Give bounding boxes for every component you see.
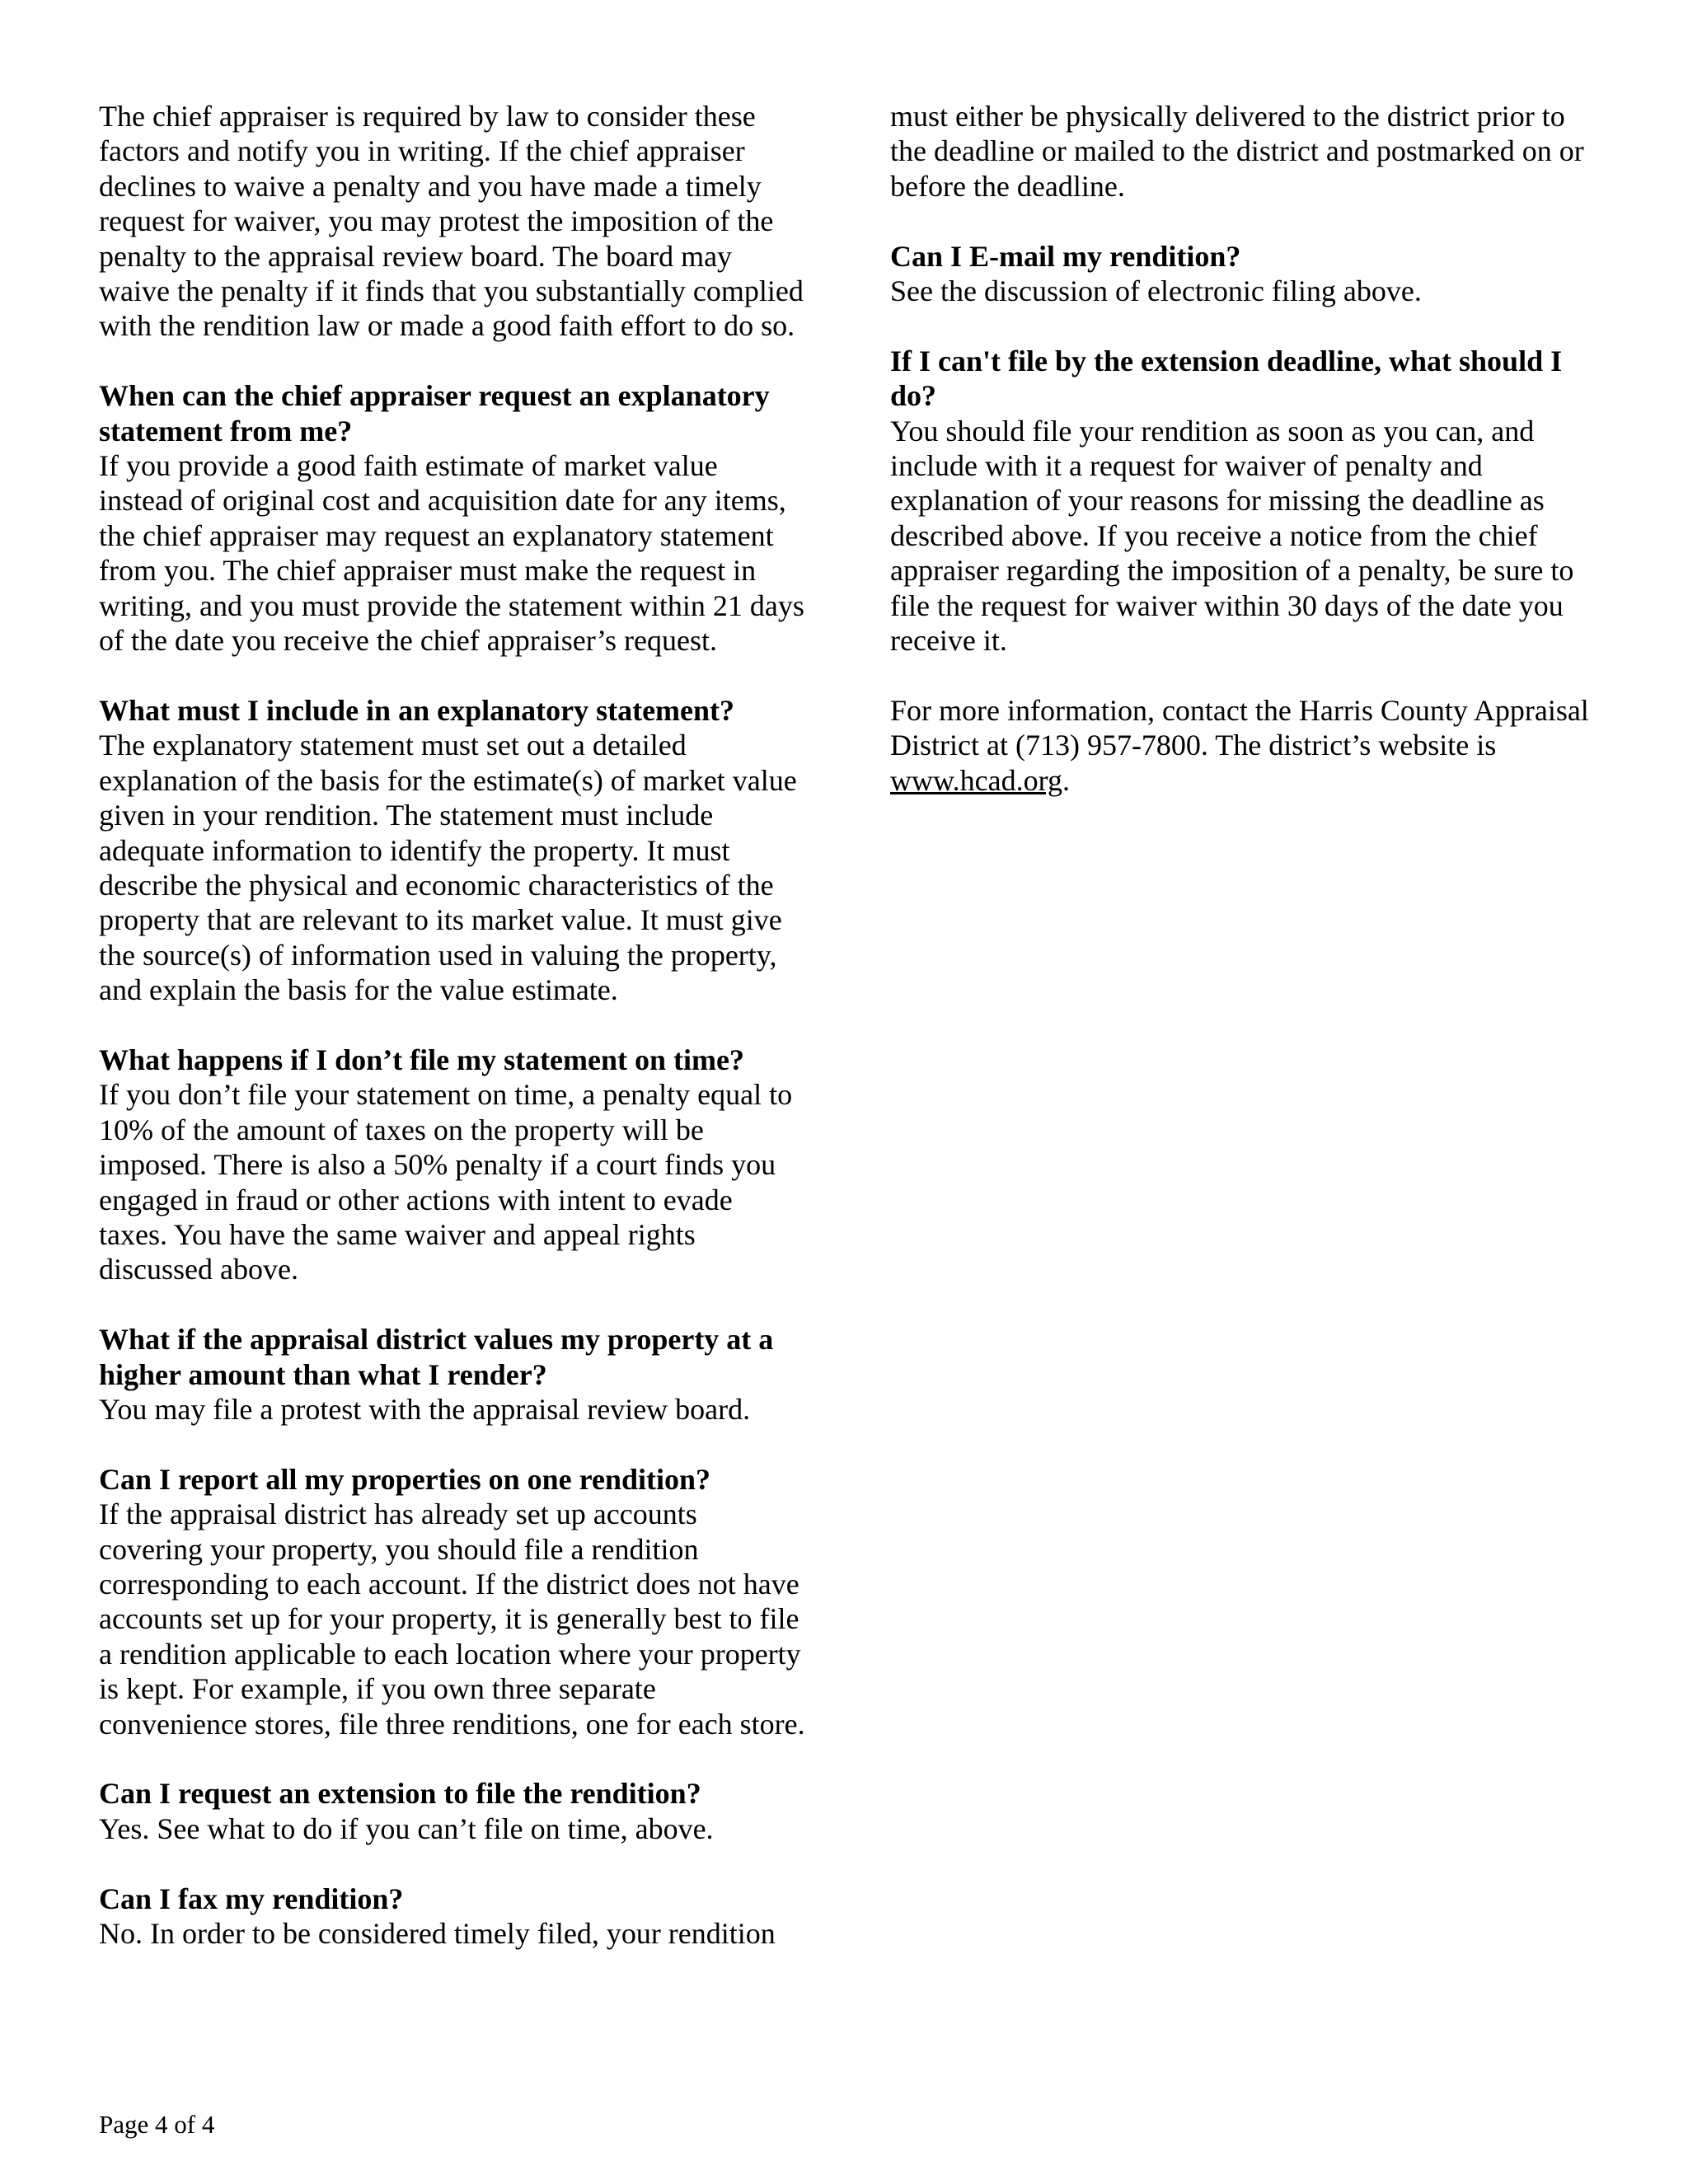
faq-question: Can I request an extension to file the rendition? — [99, 1777, 701, 1811]
faq-answer: See the discussion of electronic filing above. — [890, 274, 1422, 308]
faq-answer: No. In order to be considered timely filed, your rendition — [99, 1917, 776, 1951]
faq-answer: If you don’t file your statement on time, a penalty equal to 10% of the amount of taxes on the property will be imposed. There is also a 50% penalty if a court finds you engaged in fraud or other actions with intent to evade taxes. You have the same waiver and appeal rights discussed above. — [99, 1078, 793, 1286]
contact-period: . — [1062, 763, 1070, 797]
faq-section — [99, 1043, 808, 1287]
intro-block — [99, 99, 808, 344]
contact-text: For more information, contact the Harris County Appraisal District at (713) 957-7800. The district’s website is — [890, 693, 1589, 762]
faq-question: If I can't file by the extension deadline, what should I do? — [890, 344, 1563, 413]
continued-block — [890, 99, 1599, 204]
faq-section — [99, 693, 808, 1008]
faq-section — [99, 1322, 808, 1427]
faq-section — [890, 344, 1599, 658]
faq-question: What if the appraisal district values my property at a higher amount than what I render? — [99, 1323, 774, 1391]
faq-section — [99, 1462, 808, 1741]
contact-paragraph — [890, 693, 1599, 798]
page-number: Page 4 of 4 — [99, 2110, 215, 2139]
faq-answer: If the appraisal district has already set up accounts covering your property, you should file a rendition corresponding to each account. If the district does not have accounts set up for your property, it is generally best to file a rendition applicable to each location where your property is kept. For example, if you own three separate convenience stores, file three renditions, one for each store. — [99, 1497, 805, 1741]
faq-answer: If you provide a good faith estimate of market value instead of original cost and acquisition date for any items, the chief appraiser may request an explanatory statement from you. The chief appraiser must make the request in writing, and you must provide the statement within 21 days of the date you receive the chief appraiser’s request. — [99, 449, 804, 658]
faq-answer: The explanatory statement must set out a detailed explanation of the basis for the estimate(s) of market value given in your rendition. The statement must include adequate information to identify the property. It must describe the physical and economic characteristics of the property that are relevant to its market value. It must give the source(s) of information used in valuing the property, and explain the basis for the value estimate. — [99, 729, 797, 1007]
intro-paragraph: The chief appraiser is required by law to consider these factors and notify you in writing. If the chief appraiser declines to waive a penalty and you have made a timely request for waiver, you may protest the imposition of the penalty to the appraisal review board. The board may waive the penalty if it finds that you substantially complied with the rendition law or made a good faith effort to do so. — [99, 100, 804, 343]
faq-section — [99, 378, 808, 658]
contact-block — [890, 693, 1599, 798]
faq-answer: Yes. See what to do if you can’t file on time, above. — [99, 1811, 714, 1845]
faq-section — [99, 1882, 808, 1952]
faq-question: What must I include in an explanatory statement? — [99, 693, 735, 727]
website-link[interactable]: www.hcad.org — [890, 763, 1062, 797]
faq-question: Can I report all my properties on one rendition? — [99, 1462, 711, 1496]
faq-section — [890, 239, 1599, 309]
faq-section — [99, 1776, 808, 1846]
faq-question: Can I E-mail my rendition? — [890, 239, 1241, 273]
faq-answer: You should file your rendition as soon as you can, and include with it a request for waiver of penalty and explanation of your reasons for missing the deadline as described above. If you receive a notice from the chief appraiser regarding the imposition of a penalty, be sure to file the request for waiver within 30 days of the date you receive it. — [890, 414, 1574, 658]
faq-question: Can I fax my rendition? — [99, 1882, 404, 1915]
faq-question: When can the chief appraiser request an explanatory statement from me? — [99, 379, 770, 448]
right-column — [890, 99, 1599, 832]
left-column — [99, 99, 808, 1986]
faq-question: What happens if I don’t file my statement on time? — [99, 1043, 744, 1076]
faq-answer: You may file a protest with the appraisal review board. — [99, 1392, 751, 1426]
continued-paragraph: must either be physically delivered to the district prior to the deadline or mailed to the district and postmarked on or before the deadline. — [890, 100, 1584, 203]
